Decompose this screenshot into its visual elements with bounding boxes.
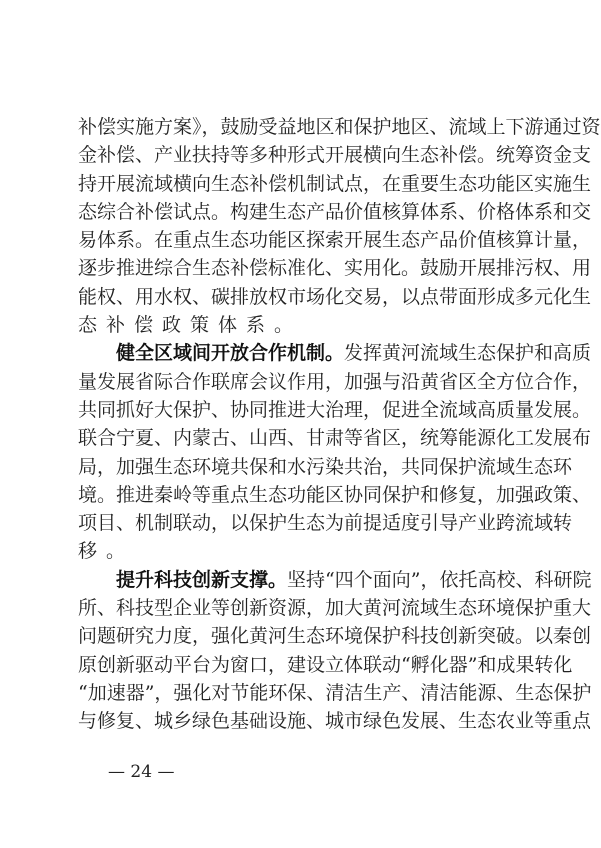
text-line — [78, 566, 592, 594]
text-line: 金补偿、产业扶持等多种形式开展横向生态补偿。统筹资金支 — [78, 144, 592, 167]
page-number: — 24 — — [108, 762, 175, 782]
text-line: 共同抓好大保护、协同推进大治理，促进全流域高质量发展。 — [78, 398, 592, 421]
text-line: 量发展省际合作联席会议作用，加强与沿黄省区全方位合作， — [78, 370, 592, 393]
text-line: 态补偿政策体系。 — [78, 314, 303, 337]
text-run: 发挥黄河流域生态保护和高质 — [344, 342, 592, 365]
text-line: 局，加强生态环境共保和水污染共治，共同保护流域生态环 — [78, 455, 573, 478]
paragraph-tech-innovation — [78, 566, 592, 736]
text-line: 态综合补偿试点。构建生态产品价值核算体系、价格体系和交 — [78, 200, 592, 223]
text-line: 联合宁夏、内蒙古、山西、甘肃等省区，统筹能源化工发展布 — [78, 427, 592, 450]
text-line: 项目、机制联动，以保护生态为前提适度引导产业跨流域转 — [78, 512, 573, 535]
text-line: 原创新驱动平台为窗口，建设立体联动“孵化器”和成果转化 — [78, 653, 573, 676]
paragraph-regional-cooperation — [78, 339, 592, 565]
text-line: 易体系。在重点生态功能区探索开展生态产品价值核算计量， — [78, 229, 592, 252]
text-line: “加速器”，强化对节能环保、清洁生产、清洁能源、生态保护 — [78, 681, 592, 704]
text-line: 能权、用水权、碳排放权市场化交易，以点带面形成多元化生 — [78, 285, 592, 308]
text-line — [78, 339, 592, 367]
text-line: 境。推进秦岭等重点生态功能区协同保护和修复，加强政策、 — [78, 483, 592, 506]
text-line: 所、科技型企业等创新资源，加大黄河流域生态环境保护重大 — [78, 597, 592, 620]
paragraph-eco-compensation — [78, 113, 601, 339]
text-line: 与修复、城乡绿色基础设施、城市绿色发展、生态农业等重点 — [78, 710, 592, 733]
text-line: 逐步推进综合生态补偿标准化、实用化。鼓励开展排污权、用 — [78, 257, 592, 280]
text-line: 移。 — [78, 540, 135, 563]
document-body — [78, 113, 601, 736]
text-line: 补偿实施方案》，鼓励受益地区和保护地区、流域上下游通过资 — [78, 116, 601, 138]
text-run: 坚持“四个面向”，依托高校、科研院 — [287, 568, 592, 591]
paragraph-heading: 健全区域间开放合作机制。 — [116, 342, 345, 365]
paragraph-heading: 提升科技创新支撑。 — [116, 568, 288, 591]
text-line: 持开展流域横向生态补偿机制试点，在重要生态功能区实施生 — [78, 172, 592, 195]
text-line: 问题研究力度，强化黄河生态环境保护科技创新突破。以秦创 — [78, 625, 592, 648]
